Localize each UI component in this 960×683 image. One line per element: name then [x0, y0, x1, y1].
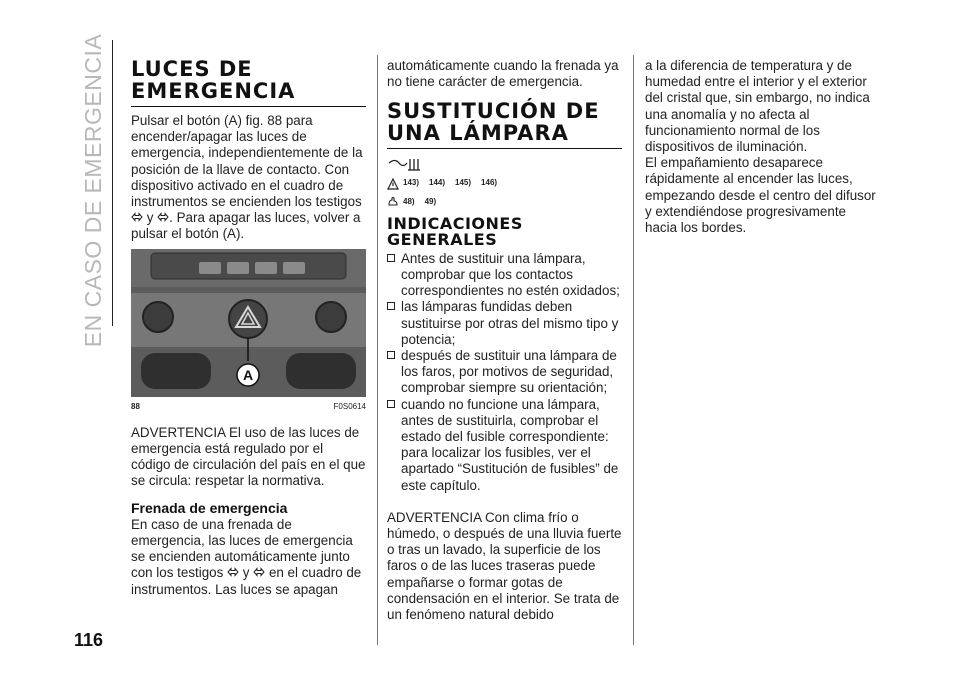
page-number: 116 [74, 630, 104, 650]
paragraph: El empañamiento desaparece rápidamente al encender las luces, empezando desde el centro del difusor y extendiéndose progresivamente hacia los bordes. [645, 155, 876, 236]
column-divider [377, 55, 378, 645]
paragraph: a la diferencia de temperatura y de humedad entre el interior y el exterior del cristal que, sin embargo, no indica una anomalía y no afecta al funcionamiento normal de los dispositivos de iluminación. [645, 58, 870, 155]
paragraph: En caso de una frenada de emergencia, las luces de emergencia se encienden automáticamente junto con los testigos y en el cuadro de instrumentos. Las luces se apagan [131, 516, 362, 597]
paragraph: Pulsar el botón (A) fig. 88 para encender/apagar las luces de emergencia, independientemente de la posición de la llave de contacto. Con dispositivo activado en el cuadro de instrumentos se encienden los testigos y . Para apagar las luces, volver a pulsar el botón (A). [131, 113, 363, 242]
warning-references: 143) 144) 145) 146) [387, 175, 622, 191]
bullet-square [387, 302, 395, 310]
figure-88 [131, 249, 366, 415]
section-title-lamp-replacement: SUSTITUCIÓN DE UNA LÁMPARA [387, 100, 622, 149]
column-3 [645, 58, 880, 236]
dashboard-hazard-button-photo [131, 249, 366, 397]
side-divider [112, 40, 113, 326]
figure-caption: 88 F0S0614 [131, 401, 366, 411]
sub-title-emergency-braking: Frenada de emergencia [131, 499, 288, 516]
turn-signal-icon [131, 211, 143, 223]
bullet-square [387, 254, 395, 262]
lamp-icon [387, 155, 423, 173]
caution-references: 48) 49) [387, 194, 622, 210]
turn-signal-icon [253, 566, 265, 578]
warning-text: ADVERTENCIA Con clima frío o húmedo, o después de una lluvia fuerte o tras un lavado, la superficie de los faros o de las luces traseras puede empañarse o formar gotas de condensación en el interior. Se trata de un fenómeno natural debido [387, 509, 622, 623]
warning-triangle-icon [387, 178, 399, 190]
sub-title-general-indications: INDICACIONES GENERALES [387, 213, 523, 249]
column-divider [633, 55, 634, 645]
bullet-item: después de sustituir una lámpara de los faros, por motivos de seguridad, comprobar siempre su orientación; [387, 348, 622, 397]
section-title-emergency-lights: LUCES DE EMERGENCIA [131, 58, 366, 107]
bullet-item: las lámparas fundidas deben sustituirse por otras del mismo tipo y potencia; [387, 299, 622, 348]
turn-signal-icon [157, 211, 169, 223]
paragraph: automáticamente cuando la frenada ya no tiene carácter de emergencia. [387, 58, 619, 90]
bullet-item: Antes de sustituir una lámpara, comprobar que los contactos correspondientes no estén oxidados; [387, 251, 622, 300]
caution-hand-icon [387, 196, 399, 208]
warning-text: ADVERTENCIA El uso de las luces de emergencia está regulado por el código de circulación del país en el que se circula: respetar la normativa. [131, 424, 366, 489]
turn-signal-icon [227, 566, 239, 578]
column-1 [131, 58, 366, 598]
bullet-square [387, 351, 395, 359]
callout-label-a: A [242, 366, 254, 383]
bullet-square [387, 400, 395, 408]
column-2 [387, 58, 622, 623]
section-side-tab: EN CASO DE EMERGENCIA [80, 33, 107, 347]
bullet-item: cuando no funcione una lámpara, antes de sustituirla, comprobar el estado del fusible correspondiente: para localizar los fusibles, ver el apartado “Sustitución de fusibles” de este capítulo. [387, 397, 622, 494]
